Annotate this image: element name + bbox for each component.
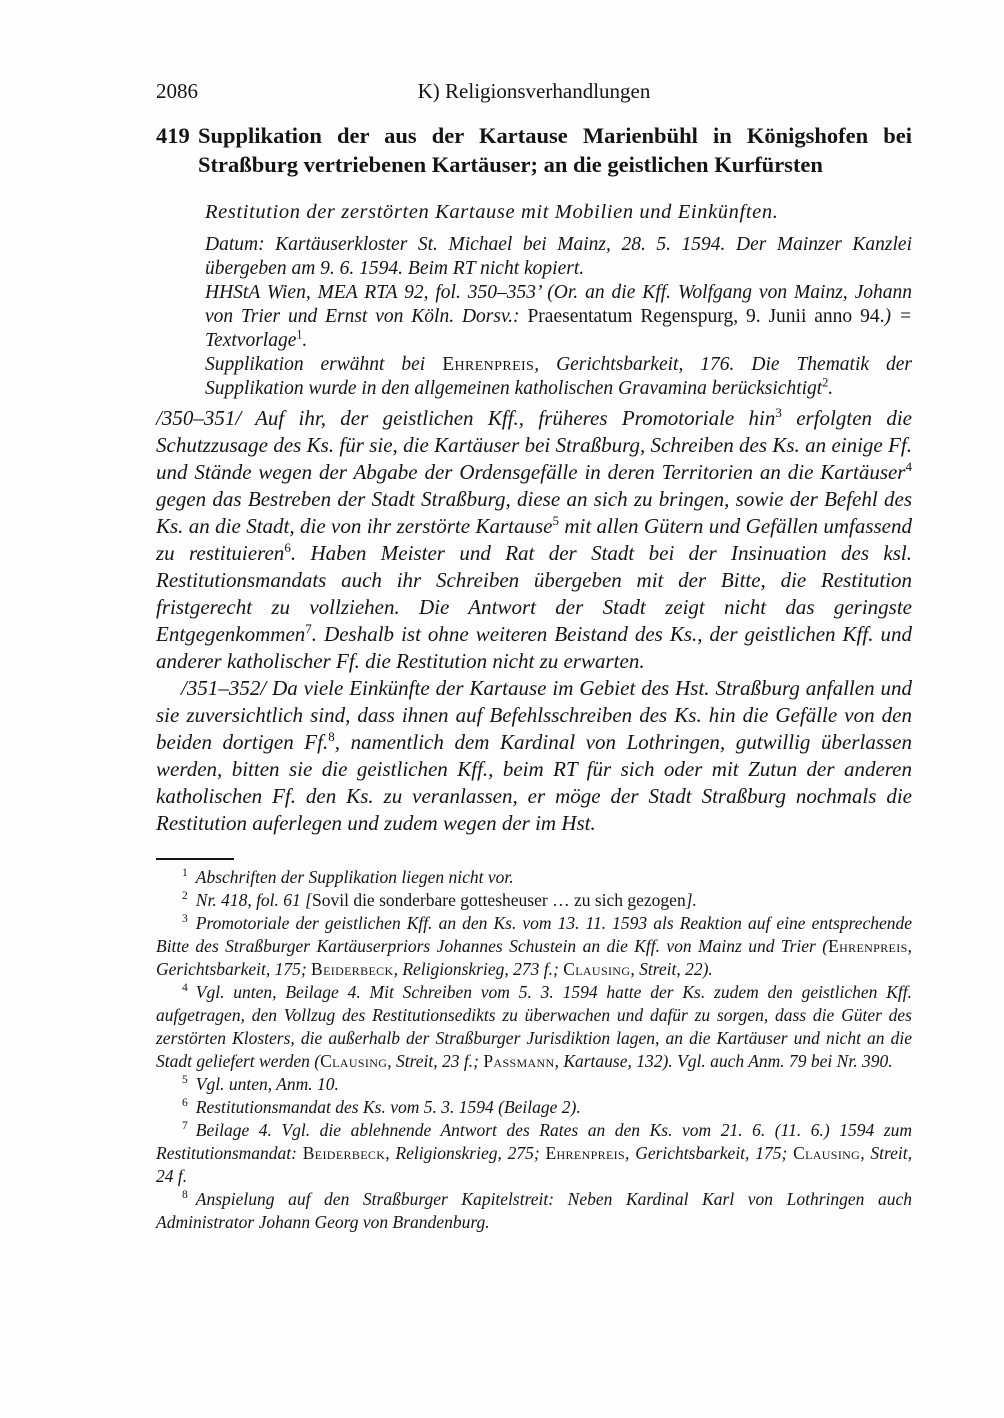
footnote-separator-rule bbox=[156, 858, 234, 860]
text-segment: Promotoriale der geistlichen Kff. an den Ks. vom 13. 11. 1593 als Reaktion auf eine entsprechende Bitte des Straßburger Kartäuserpriors Johannes Schustein an die Kff. von Mainz und Trier ( bbox=[156, 913, 912, 956]
text-segment: ]. bbox=[685, 890, 697, 910]
body-paragraph bbox=[156, 405, 912, 675]
entry-number: 419 bbox=[156, 123, 190, 148]
footnote-reference: 5 bbox=[552, 513, 559, 528]
text-segment: /351–352/ Da viele Einkünfte der Kartause im Gebiet des Hst. Straßburg anfallen und sie zuversichtlich sind, dass ihnen auf Befehlsschreiben des Ks. hin die Gefälle von den beiden dortigen Ff. bbox=[156, 676, 912, 754]
body-text bbox=[156, 405, 912, 837]
footnote bbox=[156, 1119, 912, 1188]
text-segment: , Streit, 24 f. bbox=[156, 1143, 912, 1186]
footnote-number: 4 bbox=[182, 982, 188, 995]
text-segment: ) = Textvorlage bbox=[205, 306, 912, 351]
text-segment: HHStA Wien, MEA RTA 92, fol. 350–353’ (Or. an die Kff. Wolfgang von Mainz, Johann von Trier und Ernst von Köln. Dorsv.: bbox=[205, 282, 912, 327]
text-segment: , Religionskrieg, 275; bbox=[385, 1143, 546, 1163]
text-segment: Passmann bbox=[483, 1051, 555, 1071]
footnote bbox=[156, 889, 912, 912]
text-segment: Restitutionsmandat des Ks. vom 5. 3. 1594 (Beilage 2). bbox=[195, 1097, 581, 1117]
text-segment: , Religionskrieg, 273 f.; bbox=[393, 959, 564, 979]
footnote bbox=[156, 1096, 912, 1119]
footnote bbox=[156, 1188, 912, 1234]
footnote-reference: 4 bbox=[905, 459, 912, 474]
footnote-number: 2 bbox=[182, 890, 188, 903]
footnote bbox=[156, 981, 912, 1073]
text-segment: Anspielung auf den Straßburger Kapitelstreit: Neben Kardinal Karl von Lothringen auch Administrator Johann Georg von Brandenburg. bbox=[156, 1189, 912, 1232]
text-segment: Sovil die sonderbare gottesheuser … zu sich gezogen bbox=[311, 890, 686, 910]
footnote-text bbox=[156, 1120, 912, 1186]
footnote-number: 7 bbox=[182, 1120, 188, 1133]
footnote-reference: 8 bbox=[328, 729, 335, 744]
text-segment: /350–351/ Auf ihr, der geistlichen Kff., früheres Promotoriale hin bbox=[156, 406, 776, 430]
footnote bbox=[156, 912, 912, 981]
text-segment: Clausing bbox=[320, 1051, 388, 1071]
text-segment: Beiderbeck bbox=[311, 959, 394, 979]
footnote-reference: 1 bbox=[296, 327, 303, 342]
text-segment: . bbox=[302, 330, 308, 351]
text-segment: Abschriften der Supplikation liegen nicht vor. bbox=[195, 867, 514, 887]
footnote-number: 8 bbox=[182, 1189, 188, 1202]
text-segment: gegen das Bestreben der Stadt Straßburg, diese an sich zu bringen, sowie der Befehl des Ks. an die Stadt, die von ihr zerstörte Kartause bbox=[156, 487, 912, 538]
text-segment: . bbox=[828, 378, 834, 399]
text-segment: mit allen Gütern und Gefällen umfassend zu restituieren bbox=[156, 514, 913, 565]
text-segment: . Deshalb ist ohne weiteren Beistand des Ks., der geistlichen Kff. und anderer katholischer Ff. die Restitution nicht zu erwarten. bbox=[156, 622, 912, 673]
text-segment: Ehrenpreis bbox=[545, 1143, 626, 1163]
text-segment: Datum: Kartäuserkloster St. Michael bei Mainz, 28. 5. 1594. Der Mainzer Kanzlei übergeben am 9. 6. 1594. Beim RT nicht kopiert. bbox=[205, 234, 912, 279]
text-segment: Clausing bbox=[563, 959, 631, 979]
footnote-text bbox=[156, 913, 912, 979]
text-segment: Praesentatum Regenspurg, 9. Junii anno 94. bbox=[527, 306, 885, 327]
text-segment: , Gerichtsbarkeit, 175; bbox=[156, 936, 912, 979]
source-note-datum bbox=[205, 233, 912, 281]
footnote-text bbox=[196, 890, 697, 910]
text-segment: Vgl. unten, Anm. 10. bbox=[195, 1074, 339, 1094]
footnote-number: 1 bbox=[182, 867, 188, 880]
footnote-reference: 2 bbox=[822, 375, 829, 390]
text-segment: Ehrenpreis bbox=[828, 936, 908, 956]
footnote-reference: 6 bbox=[284, 540, 291, 555]
footnote-reference: 7 bbox=[305, 621, 312, 636]
source-note-literature bbox=[205, 353, 912, 401]
regest-summary: Restitution der zerstörten Kartause mit Mobilien und Einkünften. bbox=[205, 201, 779, 223]
footnote-text bbox=[156, 1189, 912, 1232]
text-segment: , Gerichtsbarkeit, 176. Die Thematik der Supplikation wurde in den allgemeinen katholischen Gravamina berücksichtigt bbox=[205, 354, 912, 399]
source-note-archive bbox=[205, 281, 912, 353]
text-segment: . Haben Meister und Rat der Stadt bei der Insinuation des ksl. Restitutionsmandats auch ihr Schreiben übergeben mit der Bitte, die Restitution fristgerecht zu vollziehen. Die Antwort der Stadt zeigt nicht das geringste Entgegenkommen bbox=[156, 541, 912, 646]
footnote-number: 5 bbox=[182, 1074, 188, 1087]
text-segment: , Gerichtsbarkeit, 175; bbox=[625, 1143, 794, 1163]
footnote-number: 6 bbox=[182, 1097, 188, 1110]
footnote bbox=[156, 1073, 912, 1096]
text-segment: , Kartause, 132). Vgl. auch Anm. 79 bei Nr. 390. bbox=[554, 1051, 893, 1071]
footnote-text bbox=[196, 1074, 339, 1094]
text-segment: Vgl. unten, Beilage 4. Mit Schreiben vom 5. 3. 1594 hatte der Ks. zudem den geistlichen Kff. aufgetragen, den Vollzug des Restitutionsedikts zu überwachen und dafür zu sorgen, dass die Güter des zerstörten Klosters, die außerhalb der Straßburger Jurisdiktion lagen, an die Kartäuser und nicht an die Stadt geliefert werden ( bbox=[156, 982, 912, 1071]
text-segment: Ehrenpreis bbox=[442, 354, 535, 375]
running-head bbox=[156, 78, 912, 104]
footnote bbox=[156, 866, 912, 889]
footnote-number: 3 bbox=[182, 913, 188, 926]
entry-title: Supplikation der aus der Kartause Marienbühl in Königshofen bei Straßburg vertriebenen Kartäuser; an die geistlichen Kurfürsten bbox=[198, 123, 912, 177]
footnote-reference: 3 bbox=[775, 405, 782, 420]
source-notes bbox=[205, 233, 912, 401]
footnote-text bbox=[196, 867, 514, 887]
text-segment: , namentlich dem Kardinal von Lothringen, gutwillig überlassen werden, bitten sie die geistlichen Kff., beim RT für sich oder mit Zutun der anderen katholischen Ff. den Ks. zu veranlassen, er möge der Stadt Straßburg nochmals die Restitution auferlegen und zudem wegen der im Hst. bbox=[156, 730, 912, 835]
text-segment: Beiderbeck bbox=[302, 1143, 386, 1163]
footnote-list bbox=[156, 866, 912, 1234]
text-segment: Beilage 4. Vgl. die ablehnende Antwort des Rates an den Ks. vom 21. 6. (11. 6.) 1594 zum Restitutionsmandat: bbox=[156, 1120, 912, 1163]
text-segment: Nr. 418, fol. 61 [ bbox=[195, 890, 312, 910]
page-number: 2086 bbox=[156, 79, 198, 103]
footnote-text bbox=[156, 982, 912, 1071]
entry-heading bbox=[156, 121, 912, 179]
text-segment: Supplikation erwähnt bei bbox=[205, 354, 443, 375]
running-title: K) Religionsverhandlungen bbox=[417, 79, 651, 103]
text-segment: , Streit, 23 f.; bbox=[387, 1051, 484, 1071]
text-segment: erfolgten die Schutzzusage des Ks. für sie, die Kartäuser bei Straßburg, Schreiben des Ks. an einige Ff. und Stände wegen der Abgabe der Ordensgefälle in deren Territorien an die Kartäuser bbox=[156, 406, 912, 484]
footnote-text bbox=[196, 1097, 581, 1117]
body-paragraph bbox=[156, 675, 912, 837]
text-segment: Clausing bbox=[793, 1143, 861, 1163]
text-segment: , Streit, 22). bbox=[630, 959, 713, 979]
